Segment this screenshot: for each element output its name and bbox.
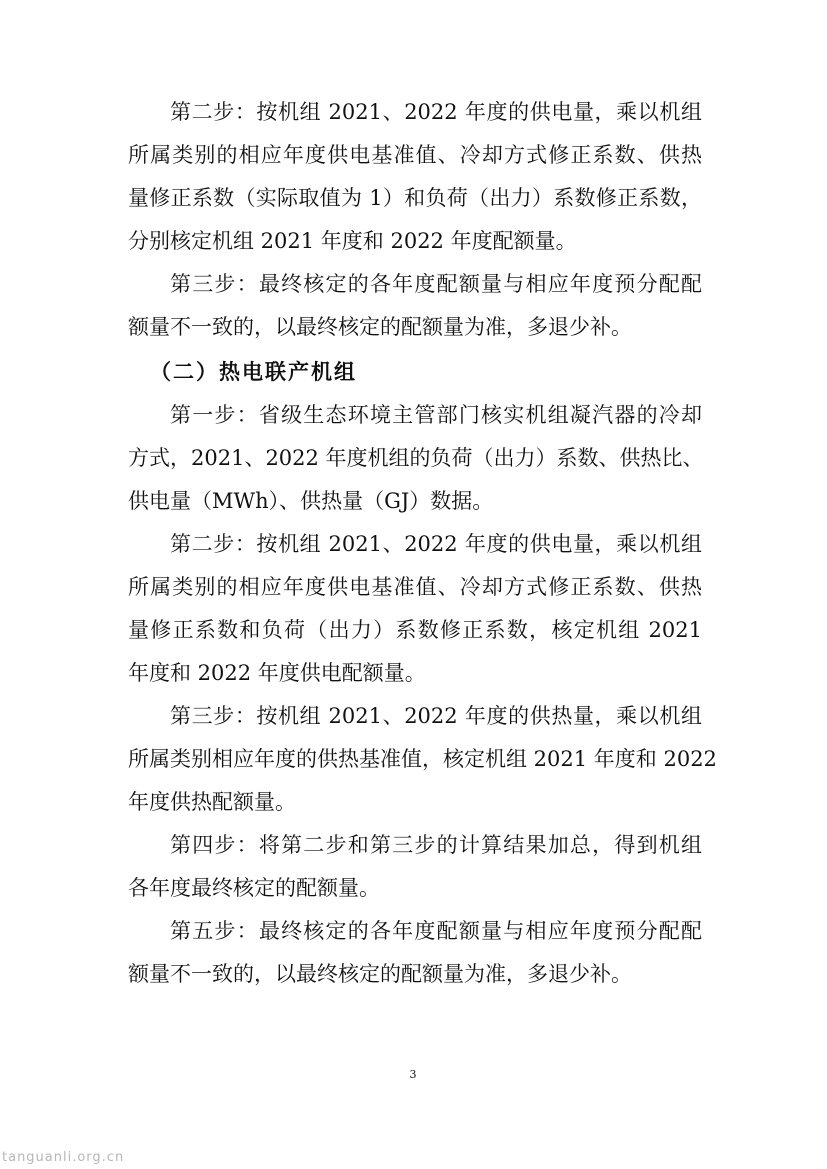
text-line: 第一步：省级生态环境主管部门核实机组凝汽器的冷却 bbox=[170, 403, 702, 427]
text-line: 年度供热配额量。 bbox=[128, 790, 296, 814]
text-line: 分别核定机组 2021 年度和 2022 年度配额量。 bbox=[128, 229, 577, 253]
text-line: 量修正系数（实际取值为 1）和负荷（出力）系数修正系数， bbox=[128, 186, 702, 210]
watermark: tanguanli.org.cn bbox=[2, 1150, 125, 1165]
text-line: 第四步：将第二步和第三步的计算结果加总，得到机组 bbox=[170, 833, 702, 857]
text-line: 供电量（MWh）、供热量（GJ）数据。 bbox=[128, 489, 494, 513]
text-line: 各年度最终核定的配额量。 bbox=[128, 876, 380, 900]
text-line: 第二步：按机组 2021、2022 年度的供电量，乘以机组 bbox=[170, 532, 702, 556]
page-number: 3 bbox=[409, 1068, 417, 1081]
text-line: 额量不一致的，以最终核定的配额量为准，多退少补。 bbox=[128, 962, 632, 986]
section-heading: （二）热电联产机组 bbox=[150, 360, 357, 384]
text-line: 年度和 2022 年度供电配额量。 bbox=[128, 661, 426, 685]
text-line: 第三步：按机组 2021、2022 年度的供热量，乘以机组 bbox=[170, 704, 702, 728]
text-line: 所属类别的相应年度供电基准值、冷却方式修正系数、供热 bbox=[128, 575, 702, 599]
text-line: 所属类别相应年度的供热基准值，核定机组 2021 年度和 2022 bbox=[128, 747, 717, 771]
text-line: 第二步：按机组 2021、2022 年度的供电量，乘以机组 bbox=[170, 100, 702, 124]
text-line: 第三步：最终核定的各年度配额量与相应年度预分配配 bbox=[170, 272, 702, 296]
text-line: 量修正系数和负荷（出力）系数修正系数，核定机组 2021 bbox=[128, 618, 702, 642]
text-line: 方式，2021、2022 年度机组的负荷（出力）系数、供热比、 bbox=[128, 446, 704, 470]
text-line: 额量不一致的，以最终核定的配额量为准，多退少补。 bbox=[128, 315, 632, 339]
text-line: 第五步：最终核定的各年度配额量与相应年度预分配配 bbox=[170, 919, 702, 943]
text-line: 所属类别的相应年度供电基准值、冷却方式修正系数、供热 bbox=[128, 143, 702, 167]
